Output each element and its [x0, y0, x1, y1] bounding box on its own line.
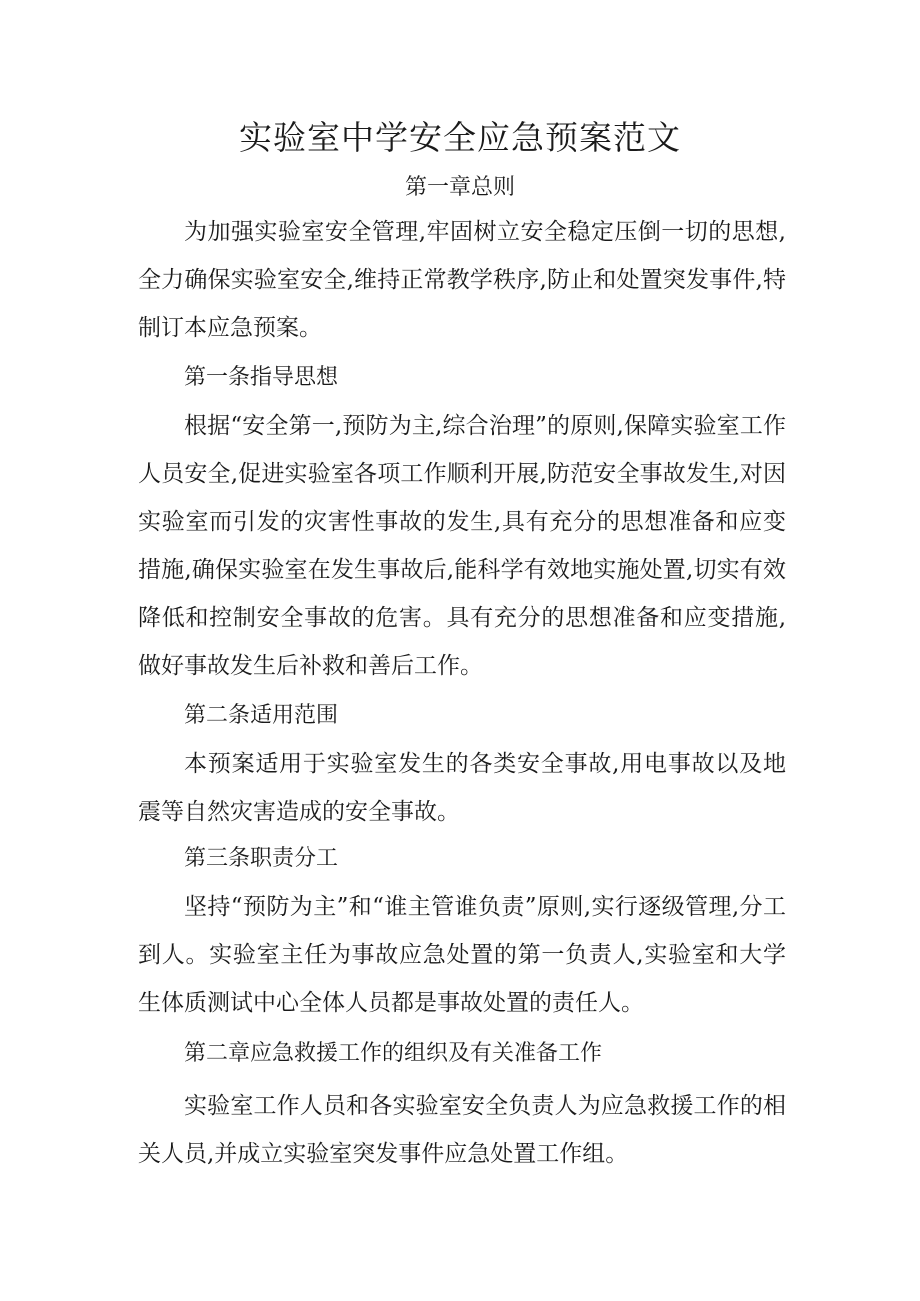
article-3-heading: 第三条职责分工: [184, 846, 339, 871]
article-3-paragraph: 坚持“预防为主”和“谁主管谁负责”原则,实行逐级管理,分工到人。实验室主任为事故应急处置的第一负责人,实验室和大学生体质测试中心全体人员都是事故处置的责任人。: [138, 894, 786, 1016]
intro-paragraph: 为加强实验室安全管理,牢固树立安全稳定压倒一切的思想,全力确保实验室安全,维持正常教学秩序,防止和处置突发事件,特制订本应急预案。: [138, 219, 786, 341]
article-1-paragraph: 根据“安全第一,预防为主,综合治理”的原则,保障实验室工作人员安全,促进实验室各项工作顺利开展,防范安全事故发生,对因实验室而引发的灾害性事故的发生,具有充分的思想准备和应变措施,确保实验室在发生事故后,能科学有效地实施处置,切实有效降低和控制安全事故的危害。具有充分的思想准备和应变措施,做好事故发生后补救和善后工作。: [138, 413, 786, 679]
article-2-heading: 第二条适用范围: [184, 703, 339, 728]
document-title: 实验室中学安全应急预案范文: [239, 118, 681, 157]
article-2-paragraph: 本预案适用于实验室发生的各类安全事故,用电事故以及地震等自然灾害造成的安全事故。: [138, 751, 786, 825]
chapter-1-heading: 第一章总则: [404, 175, 515, 200]
chapter-2-paragraph: 实验室工作人员和各实验室安全负责人为应急救援工作的相关人员,并成立实验室突发事件应急处置工作组。: [138, 1093, 786, 1167]
article-1-heading: 第一条指导思想: [184, 365, 339, 390]
chapter-2-heading: 第二章应急救援工作的组织及有关准备工作: [184, 1041, 603, 1066]
